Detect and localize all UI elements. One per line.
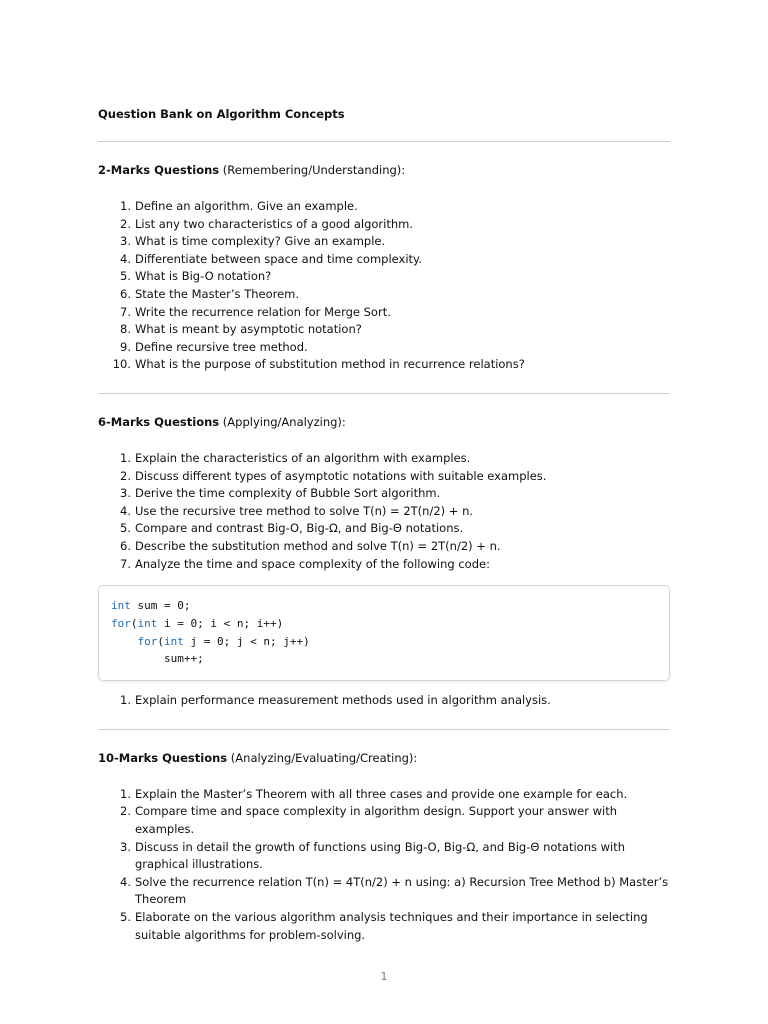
list-number: 4. [120,503,131,518]
list-number: 3. [120,234,131,249]
list-number: 10. [112,357,131,372]
section-heading-rest: (Analyzing/Evaluating/Creating): [227,750,418,765]
list-text: Compare and contrast Big-O, Big-Ω, and Big-Θ notations. [135,521,464,536]
code-text: i = 0; i < n; i++) [157,616,284,630]
code-line [111,652,204,665]
code-indent [111,635,138,648]
list-number: 1. [120,199,131,213]
list-item [98,538,670,556]
list-text: Discuss in detail the growth of functions using Big-O, Big-Ω, and Big-Θ notations with graphical illustrations. [135,839,626,872]
list-item [98,304,670,322]
list-text: Use the recursive tree method to solve T(n) = 2T(n/2) + n. [135,503,474,518]
list-item [98,786,670,804]
list-text: What is the purpose of substitution method in recurrence relations? [135,357,525,372]
code-keyword: for [137,634,158,648]
list-number: 5. [120,269,131,284]
list-item [98,503,670,521]
list-text: Differentiate between space and time complexity. [135,251,422,266]
section-heading-10-marks [98,750,670,766]
list-item [98,286,670,304]
list-text: Describe the substitution method and solve T(n) = 2T(n/2) + n. [135,538,501,553]
code-text: sum = 0; [130,599,191,613]
section-heading-rest: (Remembering/Understanding): [219,163,406,177]
divider [98,729,670,730]
list-number: 2. [120,468,131,483]
list-number: 3. [120,839,131,854]
list-item [98,485,670,503]
list-item [98,268,670,286]
list-item [98,339,670,357]
list-item [98,198,670,216]
section-heading-6-marks [98,414,670,430]
list-number: 6. [120,538,131,553]
question-list-2-marks [98,198,670,374]
list-item [98,468,670,486]
list-number: 5. [120,910,131,925]
list-item [98,251,670,269]
list-item [98,520,670,538]
list-text: Explain the Master’s Theorem with all three cases and provide one example for each. [135,786,628,801]
question-list-6-marks-continued [98,692,670,710]
list-item [98,356,670,374]
code-keyword: int [137,616,158,630]
code-keyword: for [111,616,131,630]
list-text: Explain the characteristics of an algorithm with examples. [135,450,471,465]
code-text: j = 0; j < n; j++) [183,634,310,648]
code-keyword: int [164,634,184,648]
list-text: Write the recurrence relation for Merge Sort. [135,304,391,319]
section-heading-bold: 10-Marks Questions [98,750,228,765]
section-heading-rest: (Applying/Analyzing): [219,414,346,429]
list-number: 6. [120,286,131,301]
list-number: 4. [120,251,131,266]
code-text: ( [130,616,138,630]
list-number: 8. [120,322,131,337]
list-item [98,216,670,234]
list-text: List any two characteristics of a good algorithm. [135,216,414,231]
code-keyword: int [111,599,131,613]
list-item [98,556,670,574]
document-title: Question Bank on Algorithm Concepts [98,107,345,121]
list-item [98,803,670,838]
list-text: Discuss different types of asymptotic notations with suitable examples. [135,468,547,483]
list-number: 2. [120,804,131,819]
code-line [111,599,190,612]
list-number: 2. [120,216,131,231]
list-item [98,909,670,944]
list-item [98,874,670,909]
list-text: What is Big-O notation? [135,269,272,284]
divider [98,393,670,394]
list-text: Explain performance measurement methods used in algorithm analysis. [135,693,551,708]
list-item [98,839,670,874]
question-list-10-marks [98,786,670,944]
list-text: Elaborate on the various algorithm analysis techniques and their importance in selecting suitable algorithms for problem-solving. [135,910,648,942]
section-heading-2-marks [98,162,670,178]
list-text: Define an algorithm. Give an example. [135,199,358,213]
list-text: Derive the time complexity of Bubble Sort algorithm. [135,486,441,501]
list-number: 1. [120,450,131,465]
list-number: 9. [120,339,131,354]
list-number: 7. [120,556,131,571]
list-text: Solve the recurrence relation T(n) = 4T(n/2) + n using: a) Recursion Tree Method b) Master’s Theorem [135,874,669,907]
code-text: ( [157,634,164,648]
page-number: 1 [380,970,388,983]
list-item [98,450,670,468]
list-text: What is time complexity? Give an example. [135,234,386,249]
question-list-6-marks [98,450,670,573]
list-text: What is meant by asymptotic notation? [135,322,362,337]
list-text: Define recursive tree method. [135,339,308,354]
list-number: 1. [120,693,131,708]
document-page [98,106,670,944]
code-line [111,635,310,648]
list-number: 3. [120,486,131,501]
divider [98,141,670,142]
list-text: Analyze the time and space complexity of the following code: [135,556,490,571]
list-item [98,233,670,251]
code-text: sum++; [111,652,204,666]
code-block [98,585,670,681]
list-item [98,321,670,339]
list-text: State the Master’s Theorem. [135,286,300,301]
section-heading-bold: 6-Marks Questions [98,414,220,429]
list-number: 7. [120,304,131,319]
list-number: 5. [120,521,131,536]
code-line [111,617,283,630]
list-number: 4. [120,874,131,889]
list-text: Compare time and space complexity in algorithm design. Support your answer with examples. [135,804,618,837]
section-heading-bold: 2-Marks Questions [98,163,220,177]
list-number: 1. [120,786,131,801]
list-item [98,692,670,710]
